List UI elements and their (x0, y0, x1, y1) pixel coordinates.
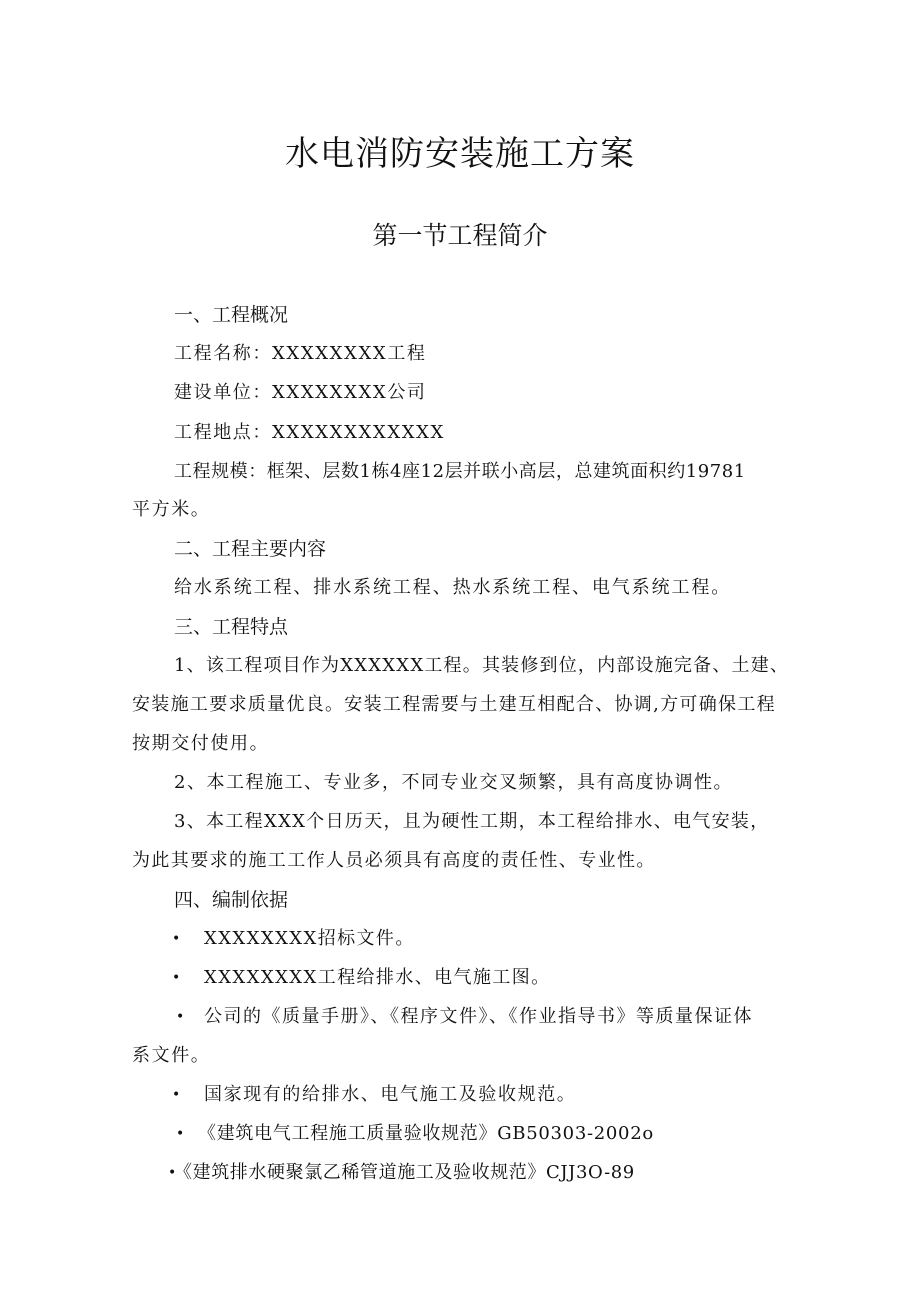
basis-item-5: 《建筑电气工程施工质量验收规范》GB50303-2002o (198, 1123, 654, 1144)
basis-item-3-line2: 系文件。 (132, 1045, 211, 1066)
heading-project-overview: 一、工程概况 (174, 304, 289, 326)
basis-item-6: 《建筑排水硬聚氯乙稀管道施工及验收规范》CJJ3O-89 (174, 1162, 635, 1183)
heading-project-features: 三、工程特点 (174, 616, 289, 638)
bullet-dot: • (172, 1087, 181, 1103)
basis-item-2: XXXXXXXX工程给排水、电气施工图。 (204, 967, 551, 988)
feature-3-line2: 为此其要求的施工工作人员必须具有高度的责任性、专业性。 (132, 850, 656, 871)
bullet-dot: • (176, 1126, 185, 1142)
feature-1-line3: 按期交付使用。 (132, 733, 270, 754)
bullet-dot: • (172, 931, 181, 947)
main-content-text: 给水系统工程、排水系统工程、热水系统工程、电气系统工程。 (174, 577, 732, 598)
basis-item-4: 国家现有的给排水、电气施工及验收规范。 (204, 1084, 577, 1105)
bullet-dot: • (176, 1009, 185, 1025)
heading-basis: 四、编制依据 (174, 889, 289, 911)
basis-item-1: XXXXXXXX招标文件。 (204, 928, 415, 949)
feature-1-line1: 1、该工程项目作为XXXXXX工程。其装修到位，内部设施完备、土建、 (174, 655, 790, 676)
feature-2: 2、本工程施工、专业多，不同专业交叉频繁，具有高度协调性。 (174, 772, 733, 793)
client-name: 建设单位：XXXXXXXX公司 (174, 382, 427, 403)
project-location: 工程地点：XXXXXXXXXXXX (174, 422, 445, 443)
project-scale-line1: 工程规模：框架、层数1栋4座12层并联小高层，总建筑面积约19781 (174, 461, 746, 482)
section-subtitle: 第一节工程简介 (372, 221, 548, 250)
heading-main-content: 二、工程主要内容 (174, 538, 327, 560)
feature-1-line2: 安装施工要求质量优良。安装工程需要与土建互相配合、协调,方可确保工程 (132, 694, 776, 715)
bullet-dot: • (172, 970, 181, 986)
project-name: 工程名称：XXXXXXXX工程 (174, 343, 427, 364)
project-scale-line2: 平方米。 (132, 499, 211, 520)
document-title: 水电消防安装施工方案 (285, 134, 635, 174)
bullet-dot: • (168, 1165, 177, 1181)
feature-3-line1: 3、本工程XXX个日历天，且为硬性工期，本工程给排水、电气安装， (174, 811, 770, 832)
basis-item-3-line1: 公司的《质量手册》、《程序文件》、《作业指导书》等质量保证体 (204, 1006, 753, 1027)
